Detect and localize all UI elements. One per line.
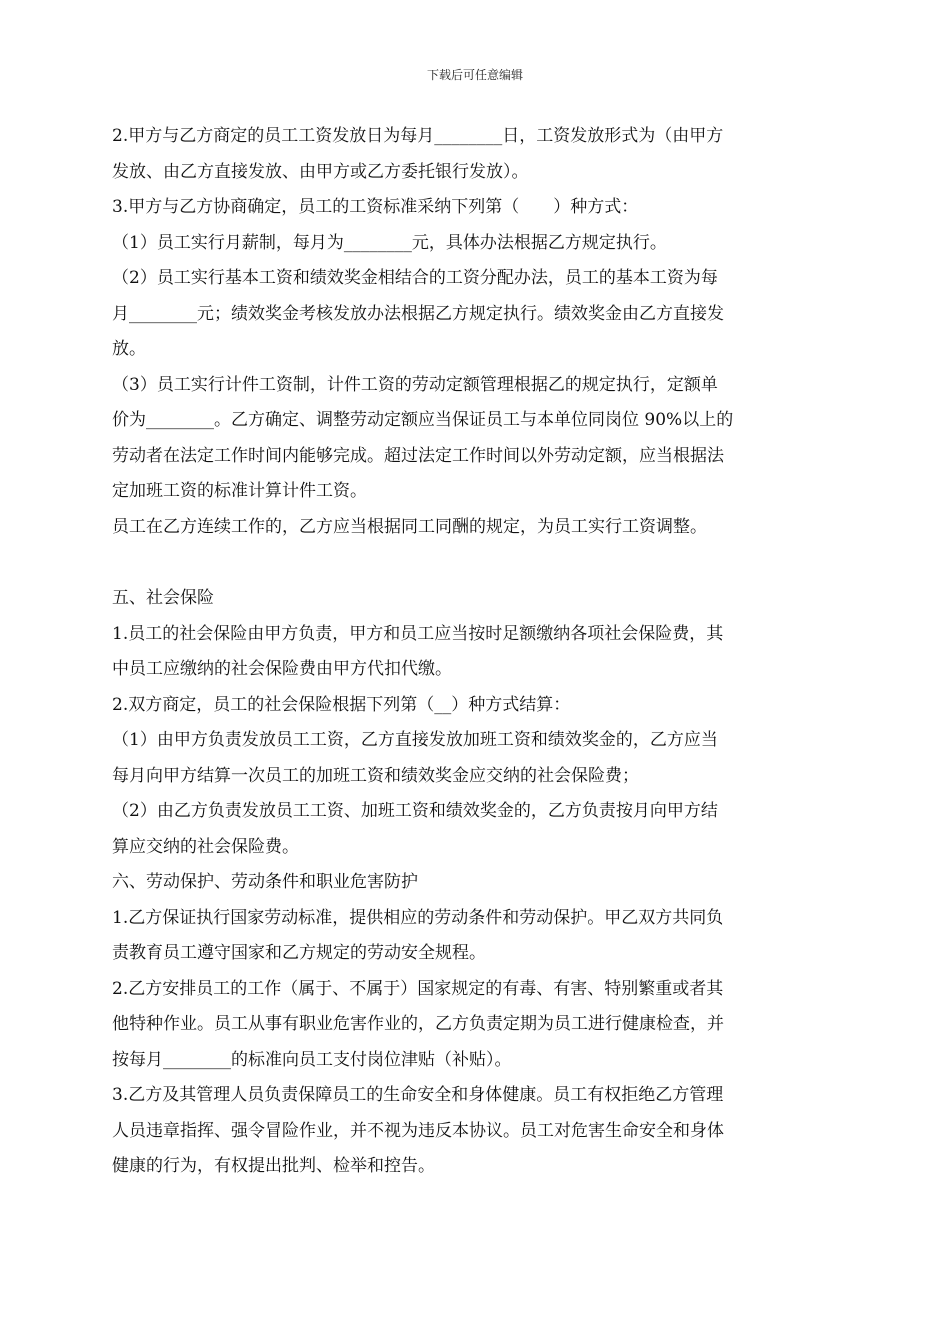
text-line: 1.员工的社会保险由甲方负责，甲方和员工应当按时足额缴纳各项社会保险费，其	[112, 623, 724, 644]
text-line: （2）由乙方负责发放员工工资、加班工资和绩效奖金的，乙方负责按月向甲方结	[112, 801, 718, 821]
text-line: 1.乙方保证执行国家劳动标准，提供相应的劳动条件和劳动保护。甲乙双方共同负	[112, 907, 724, 928]
text-line: 算应交纳的社会保险费。	[112, 836, 299, 857]
text-line: 放。	[112, 339, 146, 359]
text-line: 2.双方商定，员工的社会保险根据下列第（__）种方式结算：	[112, 694, 571, 715]
text-line: 价为________。乙方确定、调整劳动定额应当保证员工与本单位同岗位 90%以上的	[112, 410, 734, 430]
section-heading: 五、社会保险	[112, 588, 214, 608]
text-line: 员工在乙方连续工作的，乙方应当根据同工同酬的规定，为员工实行工资调整。	[112, 516, 707, 537]
text-line: 劳动者在法定工作时间内能够完成。超过法定工作时间以外劳动定额，应当根据法	[112, 445, 724, 466]
text-line: 他特种作业。员工从事有职业危害作业的，乙方负责定期为员工进行健康检查，并	[112, 1014, 724, 1034]
text-line: 人员违章指挥、强令冒险作业，并不视为违反本协议。员工对危害生命安全和身体	[112, 1120, 724, 1141]
text-line: （1）员工实行月薪制，每月为________元，具体办法根据乙方规定执行。	[112, 232, 667, 253]
text-line: 责教育员工遵守国家和乙方规定的劳动安全规程。	[112, 943, 486, 963]
text-line: 3.乙方及其管理人员负责保障员工的生命安全和身体健康。员工有权拒绝乙方管理	[112, 1085, 724, 1105]
text-line: 中员工应缴纳的社会保险费由甲方代扣代缴。	[112, 659, 452, 679]
text-line: 健康的行为，有权提出批判、检举和控告。	[112, 1156, 435, 1176]
text-line: 月________元；绩效奖金考核发放办法根据乙方规定执行。绩效奖金由乙方直接发	[112, 303, 724, 324]
text-line: 2.乙方安排员工的工作（属于、不属于）国家规定的有毒、有害、特别繁重或者其	[112, 978, 724, 999]
text-line: （1）由甲方负责发放员工工资，乙方直接发放加班工资和绩效奖金的，乙方应当	[112, 730, 718, 750]
section-heading: 六、劳动保护、劳动条件和职业危害防护	[112, 872, 418, 892]
text-line: （2）员工实行基本工资和绩效奖金相结合的工资分配办法，员工的基本工资为每	[112, 268, 718, 288]
text-line: 定加班工资的标准计算计件工资。	[112, 481, 367, 501]
text-line: 每月向甲方结算一次员工的加班工资和绩效奖金应交纳的社会保险费；	[112, 765, 639, 786]
section-gap	[112, 545, 812, 581]
text-line: 按每月________的标准向员工支付岗位津贴（补贴）。	[112, 1049, 512, 1070]
text-line: （3）员工实行计件工资制，计件工资的劳动定额管理根据乙的规定执行，定额单	[112, 374, 718, 395]
document-body	[112, 119, 812, 1185]
text-line: 3.甲方与乙方协商确定，员工的工资标准采纳下列第（ ）种方式：	[112, 197, 639, 217]
text-line: 发放、由乙方直接发放、由甲方或乙方委托银行发放）。	[112, 161, 529, 182]
text-line: 2.甲方与乙方商定的员工工资发放日为每月________日，工资发放形式为（由甲方	[112, 126, 724, 146]
page-header: 下载后可任意编辑	[426, 68, 523, 82]
